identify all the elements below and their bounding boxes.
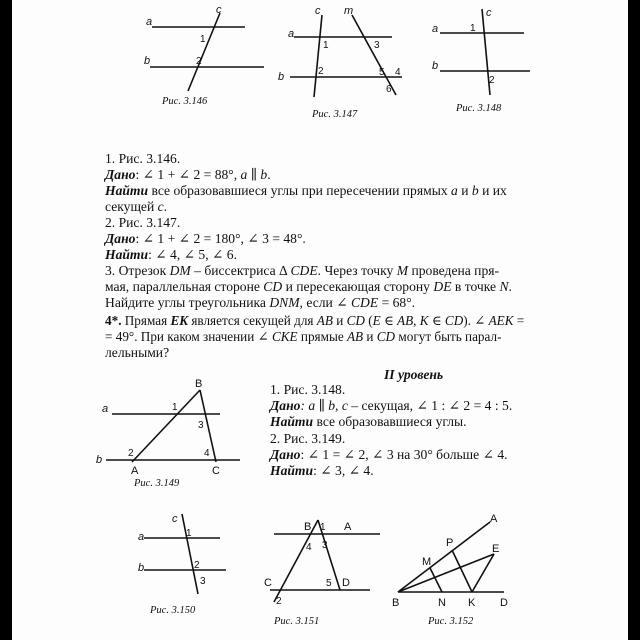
figure-3-149 [92,376,242,486]
label-angle-2: 2 [128,448,134,459]
problem-3-line-3: Найдите углы треугольника DNM, если ∠ CDE = 68°. [105,295,416,310]
figure-3-152 [384,512,524,612]
level2-problem-1-title: 1. Рис. 3.148. [270,382,346,397]
label-m: m [344,5,354,17]
label-D: D [342,577,350,589]
label-b: b [144,55,151,67]
problem-4-line-3: лельными? [105,345,170,360]
label-D: D [500,597,508,609]
label-A: A [490,513,498,525]
problem-2-find: Найти: ∠ 4, ∠ 5, ∠ 6. [105,247,238,262]
caption-3-149: Рис. 3.149 [134,478,180,489]
label-c: c [486,7,492,19]
problem-3-line-1: 3. Отрезок DM – биссектриса Δ CDE. Через точку M проведена пря- [105,263,500,278]
label-angle-2: 2 [196,56,202,67]
problem-1-find: Найти все образовавшиеся углы при пересечении прямых a и b и их [105,183,507,198]
label-M: M [422,556,432,568]
label-angle-3: 3 [374,40,380,51]
label-c: c [216,4,222,16]
label-angle-5: 5 [326,578,332,589]
label-a: a [432,23,439,35]
label-a: a [102,403,109,415]
problem-2-given: Дано: ∠ 1 + ∠ 2 = 180°, ∠ 3 = 48°. [105,231,306,246]
level2-problem-2-find: Найти: ∠ 3, ∠ 4. [270,463,374,478]
label-angle-4: 4 [204,448,210,459]
caption-3-146: Рис. 3.146 [162,96,208,107]
level2-problem-1-given: Дано: a ∥ b, c – секущая, ∠ 1 : ∠ 2 = 4 : 5. [270,398,513,413]
figure-3-151 [240,512,390,612]
caption-3-148: Рис. 3.148 [456,103,502,114]
label-angle-3: 3 [198,420,204,431]
label-C: C [264,577,272,589]
figure-3-147 [264,3,414,101]
label-angle-4: 4 [395,67,401,78]
label-angle-2: 2 [194,560,200,571]
problem-1-given: Дано: ∠ 1 + ∠ 2 = 88°, a ∥ b. [105,167,271,182]
caption-3-150: Рис. 3.150 [150,605,196,616]
label-b: b [96,454,103,466]
label-angle-1: 1 [323,40,329,51]
label-c: c [172,513,178,525]
label-angle-2: 2 [489,75,495,86]
label-angle-4: 4 [306,542,312,553]
figure-3-146 [140,5,270,95]
label-P: P [446,537,454,549]
figure-3-148 [428,3,538,99]
label-A: A [344,521,352,533]
caption-3-152: Рис. 3.152 [428,616,474,627]
label-K: K [468,597,476,609]
label-A: A [131,465,139,477]
problem-3-line-2: мая, параллельная стороне CD и пересекающая сторону DE в точке N. [105,279,512,294]
label-C: C [212,465,220,477]
textbook-page [12,0,628,640]
label-B: B [195,378,203,390]
label-angle-1: 1 [172,402,178,413]
label-angle-1: 1 [470,23,476,34]
label-b: b [432,60,439,72]
label-angle-1: 1 [200,34,206,45]
label-angle-3: 3 [322,540,328,551]
label-b: b [138,562,145,574]
label-angle-6: 6 [386,84,392,95]
figure-3-150 [124,508,234,598]
caption-3-151: Рис. 3.151 [274,616,320,627]
problem-4-line-1: 4*. Прямая EK является секущей для AB и CD (E ∈ AB, K ∈ CD). ∠ AEK = [105,313,525,328]
label-a: a [146,16,153,28]
label-E: E [492,543,500,555]
level2-problem-2-given: Дано: ∠ 1 = ∠ 2, ∠ 3 на 30° больше ∠ 4. [270,447,508,462]
label-B: B [392,597,400,609]
level-2-heading: II уровень [384,367,444,382]
level2-problem-2-title: 2. Рис. 3.149. [270,431,346,446]
label-angle-1: 1 [186,528,192,539]
label-angle-2: 2 [318,66,324,77]
problem-2-title: 2. Рис. 3.147. [105,215,181,230]
level2-problem-1-find: Найти все образовавшиеся углы. [270,414,467,429]
problem-1-find-cont: секущей c. [105,199,168,214]
label-c: c [315,5,321,17]
problem-1-title: 1. Рис. 3.146. [105,151,181,166]
label-angle-3: 3 [200,576,206,587]
label-b: b [278,71,285,83]
label-angle-2: 2 [276,596,282,607]
label-N: N [438,597,446,609]
label-a: a [138,531,145,543]
label-angle-1: 1 [320,522,326,533]
label-angle-5: 5 [379,67,385,78]
label-a: a [288,28,295,40]
problem-4-line-2: = 49°. При каком значении ∠ CKE прямые AB и CD могут быть парал- [105,329,502,344]
label-B: B [304,521,312,533]
caption-3-147: Рис. 3.147 [312,109,358,120]
